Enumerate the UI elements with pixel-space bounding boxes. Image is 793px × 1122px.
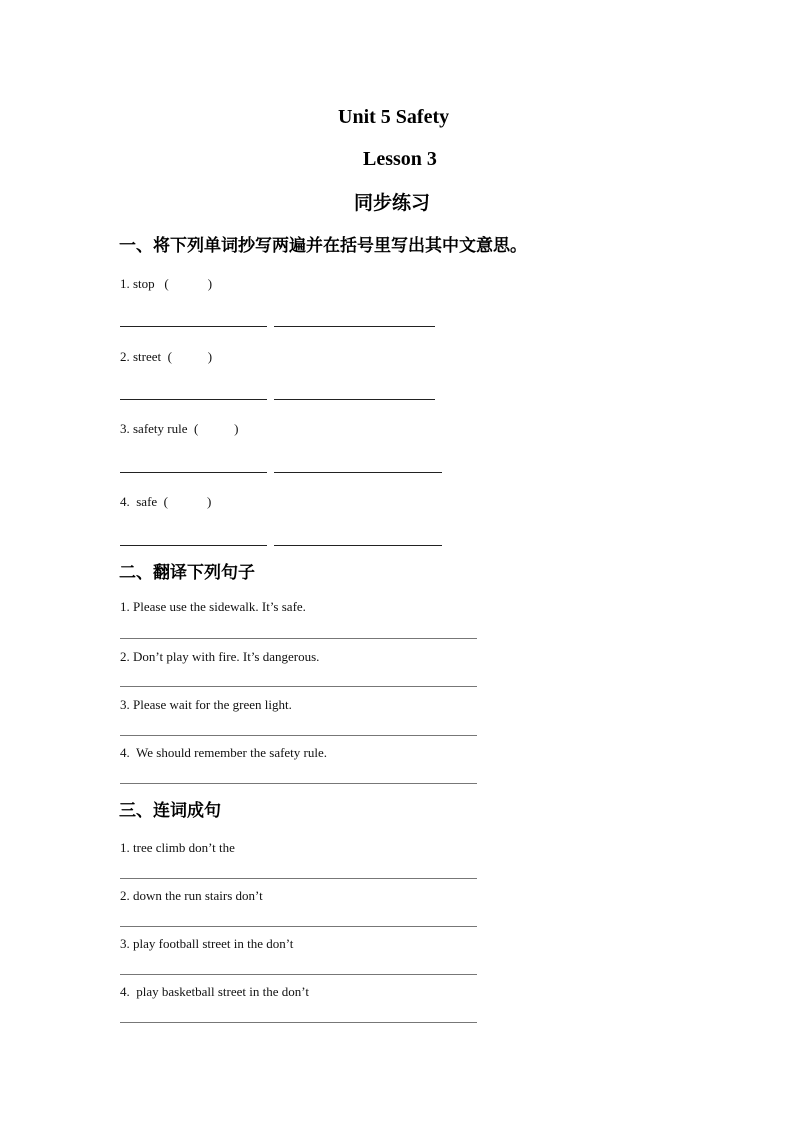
scramble-item-1: 1. tree climb don’t the <box>120 840 235 855</box>
copy-line-2b[interactable] <box>274 399 435 400</box>
copy-line-4b[interactable] <box>274 545 442 546</box>
answer-line-3[interactable] <box>120 735 477 736</box>
scramble-line-1[interactable] <box>120 878 477 879</box>
sentence-item-2: 2. Don’t play with fire. It’s dangerous. <box>120 649 320 664</box>
sentence-item-3: 3. Please wait for the green light. <box>120 697 292 712</box>
copy-line-1a[interactable] <box>120 326 267 327</box>
copy-line-4a[interactable] <box>120 545 267 546</box>
scramble-item-3: 3. play football street in the don’t <box>120 936 294 951</box>
scramble-line-3[interactable] <box>120 974 477 975</box>
exercise-subtitle: 同步练习 <box>354 192 431 214</box>
lesson-title: Lesson 3 <box>363 148 437 170</box>
word-item-1: 1. stop ( ) <box>120 276 213 291</box>
word-item-4: 4. safe ( ) <box>120 494 212 509</box>
scramble-line-2[interactable] <box>120 926 477 927</box>
section-1-heading: 一、将下列单词抄写两遍并在括号里写出其中文意思。 <box>119 236 527 256</box>
section-2-heading: 二、翻译下列句子 <box>119 563 255 583</box>
answer-line-1[interactable] <box>120 638 477 639</box>
copy-line-3a[interactable] <box>120 472 267 473</box>
copy-line-3b[interactable] <box>274 472 442 473</box>
answer-line-4[interactable] <box>120 783 477 784</box>
sentence-item-4: 4. We should remember the safety rule. <box>120 745 328 760</box>
copy-line-2a[interactable] <box>120 399 267 400</box>
word-item-3: 3. safety rule ( ) <box>120 421 239 436</box>
scramble-line-4[interactable] <box>120 1022 477 1023</box>
copy-line-1b[interactable] <box>274 326 435 327</box>
scramble-item-2: 2. down the run stairs don’t <box>120 888 263 903</box>
word-item-2: 2. street ( ) <box>120 349 213 364</box>
sentence-item-1: 1. Please use the sidewalk. It’s safe. <box>120 599 306 614</box>
document-title: Unit 5 Safety <box>338 106 450 128</box>
section-3-heading: 三、连词成句 <box>119 801 221 821</box>
scramble-item-4: 4. play basketball street in the don’t <box>120 984 309 999</box>
answer-line-2[interactable] <box>120 686 477 687</box>
